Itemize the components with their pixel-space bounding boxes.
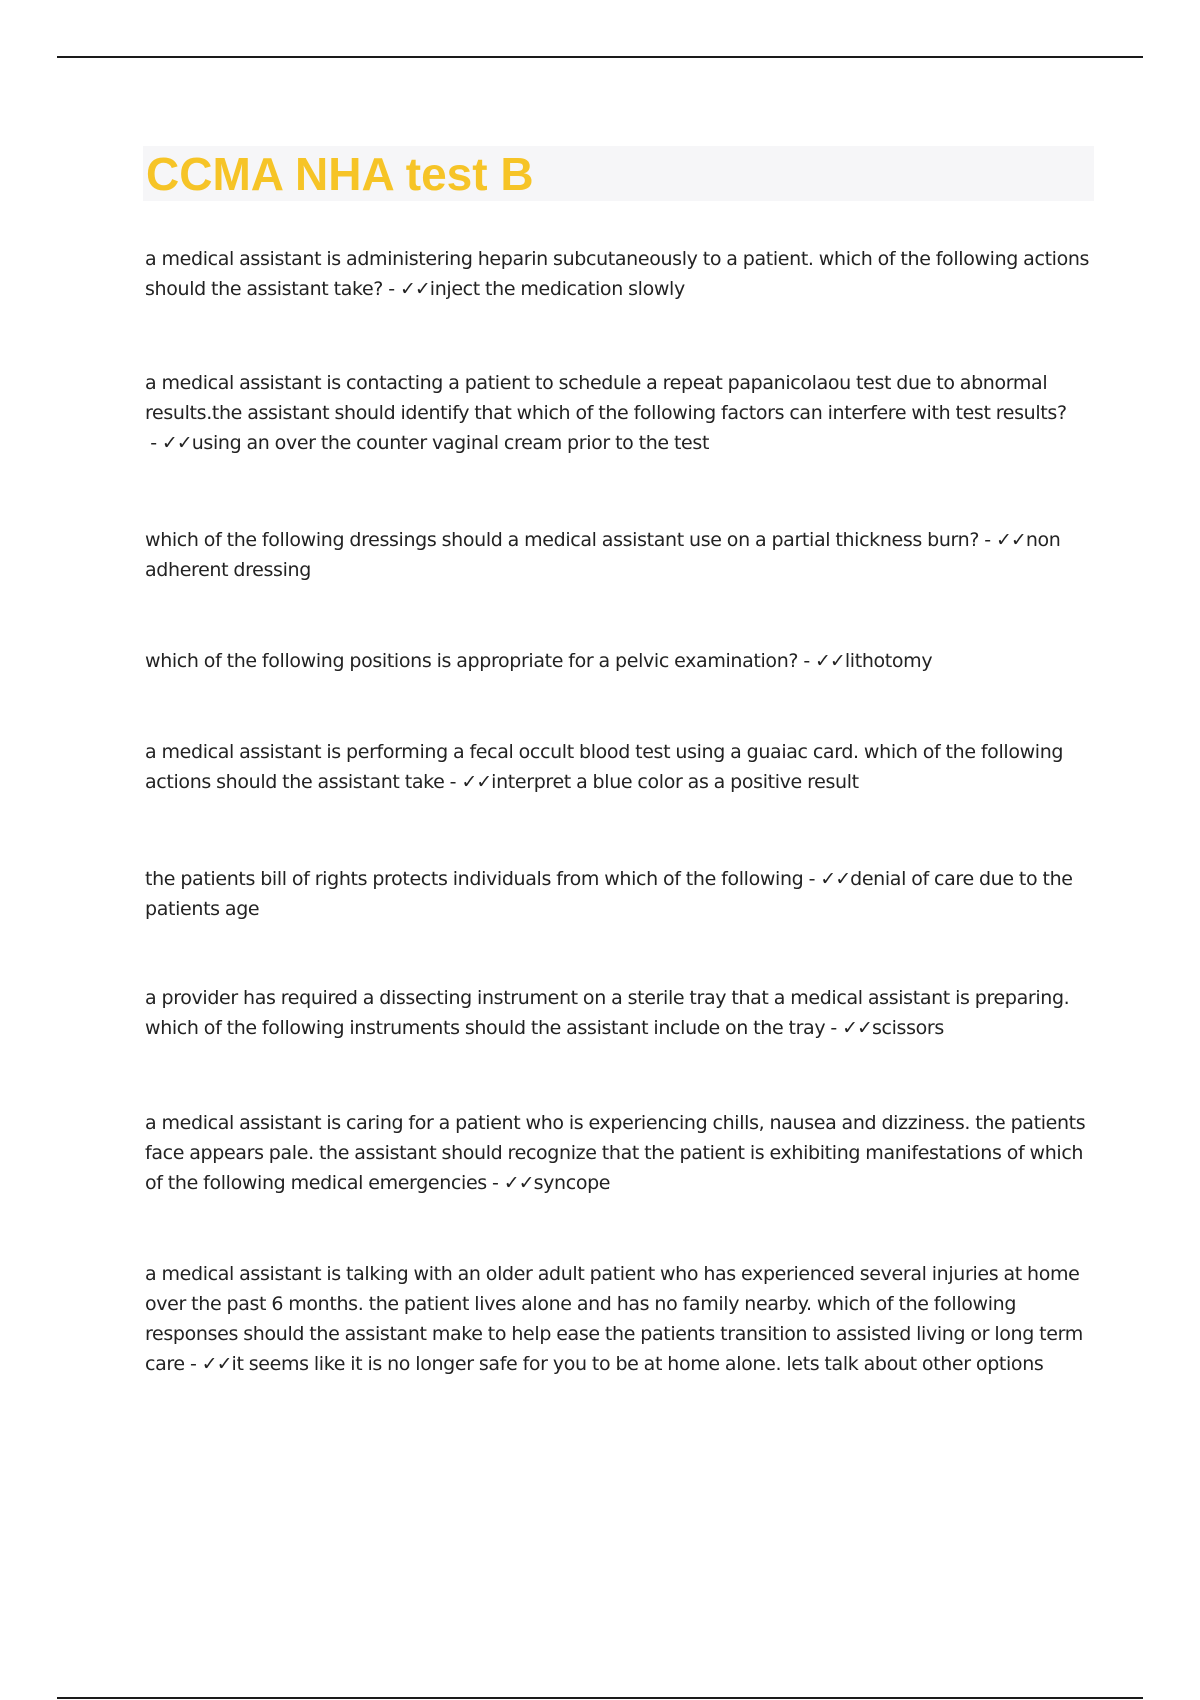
bottom-divider xyxy=(57,1697,1143,1699)
qa-item-5 xyxy=(145,737,1095,797)
separator: - xyxy=(825,1017,843,1039)
answer-text: lithotomy xyxy=(844,650,933,672)
answer-text: inject the medication slowly xyxy=(429,278,685,300)
separator: - xyxy=(486,1172,504,1194)
question-text: a provider has required a dissecting instrument on a sterile tray that a medical assistant is preparing. which of the following instruments should the assistant include on the tray xyxy=(145,987,1070,1039)
double-check-icon: ✓✓ xyxy=(503,1172,534,1194)
answer-text: it seems like it is no longer safe for you to be at home alone. lets talk about other options xyxy=(231,1353,1044,1375)
double-check-icon: ✓✓ xyxy=(842,1017,872,1039)
double-check-icon: ✓✓ xyxy=(201,1353,232,1375)
separator: - xyxy=(444,771,462,793)
separator: - xyxy=(798,650,816,672)
top-divider xyxy=(57,56,1143,58)
question-text: the patients bill of rights protects individuals from which of the following xyxy=(145,868,804,890)
question-text: which of the following positions is appropriate for a pelvic examination? xyxy=(145,650,799,672)
qa-item-2 xyxy=(145,368,1095,458)
question-text: a medical assistant is talking with an older adult patient who has experienced several injuries at home over the past 6 months. the patient lives alone and has no family nearby. which of the following responses should the assistant make to help ease the patients transition to assisted living or long term care xyxy=(145,1263,1083,1375)
separator: - xyxy=(803,868,821,890)
question-text: a medical assistant is performing a fecal occult blood test using a guaiac card. which of the following actions should the assistant take xyxy=(145,741,1064,793)
answer-text: scissors xyxy=(871,1017,944,1039)
qa-item-3 xyxy=(145,525,1095,585)
double-check-icon: ✓✓ xyxy=(815,650,845,672)
separator: - xyxy=(145,432,162,454)
qa-item-1 xyxy=(145,244,1095,304)
answer-text: denial of care due to the patients age xyxy=(145,868,1073,920)
double-check-icon: ✓✓ xyxy=(399,278,430,300)
double-check-icon: ✓✓ xyxy=(820,868,851,890)
separator: - xyxy=(184,1353,202,1375)
question-text: a medical assistant is contacting a patient to schedule a repeat papanicolaou test due to abnormal results.the assistant should identify that which of the following factors can interfere with test results? xyxy=(145,372,1067,424)
question-text: which of the following dressings should a medical assistant use on a partial thickness burn? xyxy=(145,529,980,551)
double-check-icon: ✓✓ xyxy=(996,529,1026,551)
qa-item-9 xyxy=(145,1259,1095,1379)
answer-text: interpret a blue color as a positive result xyxy=(491,771,859,793)
answer-text: using an over the counter vaginal cream prior to the test xyxy=(191,432,710,454)
title-bar xyxy=(143,146,1094,201)
separator: - xyxy=(979,529,996,551)
double-check-icon: ✓✓ xyxy=(161,432,192,454)
separator: - xyxy=(383,278,400,300)
answer-text: non adherent dressing xyxy=(145,529,1061,581)
qa-item-4 xyxy=(145,646,1095,676)
double-check-icon: ✓✓ xyxy=(461,771,492,793)
qa-item-7 xyxy=(145,983,1095,1043)
question-text: a medical assistant is caring for a patient who is experiencing chills, nausea and dizziness. the patients face appears pale. the assistant should recognize that the patient is exhibiting manifestations of which of the following medical emergencies xyxy=(145,1112,1086,1194)
question-text: a medical assistant is administering heparin subcutaneously to a patient. which of the following actions should the assistant take? xyxy=(145,248,1090,300)
answer-text: syncope xyxy=(533,1172,611,1194)
document-title: CCMA NHA test B xyxy=(146,147,534,200)
qa-item-6 xyxy=(145,864,1095,924)
qa-item-8 xyxy=(145,1108,1095,1198)
